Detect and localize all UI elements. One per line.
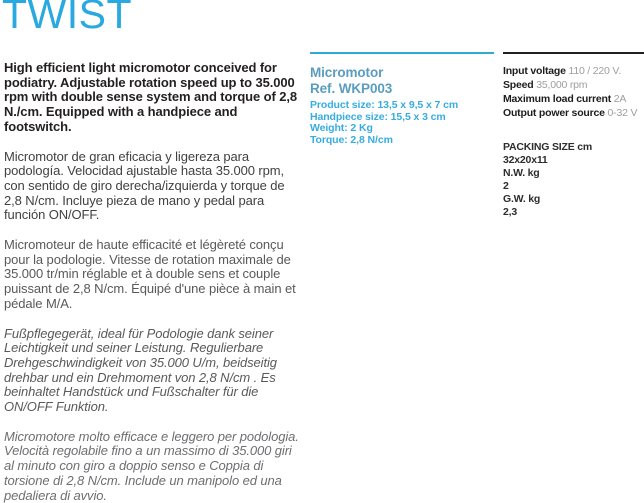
product-size: Product size: 13,5 x 9,5 x 7 cm xyxy=(310,99,459,111)
product-torque: Torque: 2,8 N/cm xyxy=(310,133,393,146)
gross-weight-label: G.W. kg xyxy=(503,193,541,205)
spec-row-input-voltage xyxy=(503,64,644,78)
spec-label: Maximum load current xyxy=(503,93,612,105)
description-german: Fußpflegegerät, ideal für Podologie dank seiner Leichtigkeit und seiner Leistung. Regulierbare Drehgeschwindigkeit von 35.000 U/m, beidseitig drehbar und ein Drehmoment von 2,8 N/cm . Es beinhaltet Handstück und Fußschalter für die ON/OFF Funktion. xyxy=(4,325,277,415)
blue-divider xyxy=(310,52,494,54)
spec-row-speed xyxy=(503,78,644,92)
description-english: High efficient light micromotor conceived for podiatry. Adjustable rotation speed up to 35.000 rpm with double sense system and torque of 2,8 N./cm. Equipped with a handpiece and footswitch. xyxy=(4,60,298,134)
spec-label: Speed xyxy=(503,79,534,91)
packing-size-value: 32x20x11 xyxy=(503,154,548,166)
spec-value: 110 / 220 V. xyxy=(568,65,621,77)
packing-size-label: PACKING SIZE cm xyxy=(503,141,592,153)
spec-label: Output power source xyxy=(503,107,605,119)
dark-divider xyxy=(503,52,644,54)
description-italian: Micromotore molto efficace e leggero per podologia. Velocità regolabile fino a un massimo di 35.000 giri al minuto con giro a doppio senso e Coppia di torsione di 2,8 N/cm. Include un manipolo ed una pedaliera di avvio. xyxy=(4,428,299,503)
gross-weight-value: 2,3 xyxy=(503,206,517,218)
page-title: TWIST xyxy=(2,0,133,37)
descriptions-column xyxy=(4,61,304,503)
product-reference: Ref. WKP003 xyxy=(310,81,393,96)
specs-column xyxy=(503,52,644,219)
spec-row-output-power xyxy=(503,106,644,120)
net-weight-value: 2 xyxy=(503,180,509,192)
net-weight-label: N.W. kg xyxy=(503,167,540,179)
product-info-column xyxy=(310,52,494,146)
product-name: Micromotor xyxy=(310,65,384,80)
spec-value: 2A xyxy=(613,93,627,105)
handpiece-size: Handpiece size: 15,5 x 3 cm xyxy=(310,110,446,123)
spec-value: 0-32 V xyxy=(607,107,638,119)
product-weight: Weight: 2 Kg xyxy=(310,122,373,135)
description-spanish: Micromotor de gran eficacia y ligereza para podología. Velocidad ajustable hasta 35.000 rpm, con sentido de giro derecha/izquierda y torque de 2,8 N/cm. Incluye pieza de mano y pedal para función ON/OFF. xyxy=(4,148,285,223)
description-french: Micromoteur de haute efficacité et légèreté conçu pour la podologie. Vitesse de rotation maximale de 35.000 tr/min réglable et à double sens et couple puissant de 2,8 N/cm. Équipé d'une pièce à main et pédale M/A. xyxy=(4,237,296,311)
spec-value: 35,000 rpm xyxy=(536,79,588,91)
product-details xyxy=(310,100,494,146)
packing-info xyxy=(503,141,644,219)
spec-row-max-load-current xyxy=(503,92,644,106)
spec-label: Input voltage xyxy=(503,65,566,77)
